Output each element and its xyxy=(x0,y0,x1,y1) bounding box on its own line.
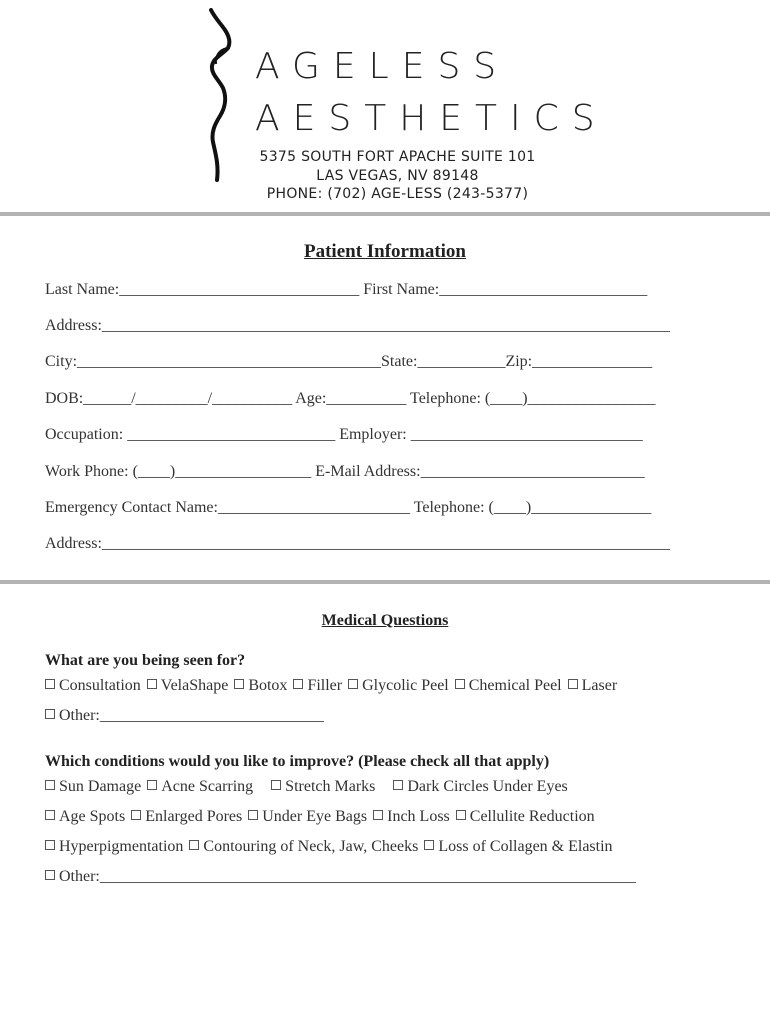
checkbox-icon[interactable] xyxy=(373,810,383,820)
checkbox-icon[interactable] xyxy=(234,679,244,689)
divider-middle xyxy=(0,580,770,584)
option-dark-circles[interactable]: Dark Circles Under Eyes xyxy=(393,778,567,796)
option-under-eye-bags[interactable]: Under Eye Bags xyxy=(248,808,367,826)
checkbox-icon[interactable] xyxy=(568,679,578,689)
checkbox-icon[interactable] xyxy=(456,810,466,820)
checkbox-icon[interactable] xyxy=(45,870,55,880)
clinic-logo xyxy=(205,8,608,203)
divider-top xyxy=(0,212,770,216)
other-condition-field[interactable]: Other:___________________________________________________________________ xyxy=(59,868,636,885)
checkbox-icon[interactable] xyxy=(293,679,303,689)
clinic-city-address: LAS VEGAS, NV 89148 xyxy=(316,168,479,184)
conditions-row-1 xyxy=(45,778,574,796)
checkbox-icon[interactable] xyxy=(147,780,157,790)
checkbox-icon[interactable] xyxy=(424,840,434,850)
option-glycolic-peel[interactable]: Glycolic Peel xyxy=(348,677,449,695)
logo-text-ageless: AGELESS xyxy=(255,46,510,87)
question-conditions: Which conditions would you like to improve? (Please check all that apply) xyxy=(45,753,550,770)
address-field-line[interactable]: Address:_______________________________________________________________________ xyxy=(45,317,670,334)
option-chemical-peel[interactable]: Chemical Peel xyxy=(455,677,562,695)
checkbox-icon[interactable] xyxy=(45,780,55,790)
option-velashape[interactable]: VelaShape xyxy=(147,677,229,695)
option-inch-loss[interactable]: Inch Loss xyxy=(373,808,450,826)
other-reason-field[interactable]: Other:____________________________ xyxy=(59,707,324,724)
clinic-street-address: 5375 SOUTH FORT APACHE SUITE 101 xyxy=(259,149,536,165)
checkbox-icon[interactable] xyxy=(147,679,157,689)
clinic-phone: PHONE: (702) AGE-LESS (243-5377) xyxy=(266,186,529,202)
option-filler[interactable]: Filler xyxy=(293,677,342,695)
checkbox-icon[interactable] xyxy=(45,840,55,850)
option-loss-of-collagen[interactable]: Loss of Collagen & Elastin xyxy=(424,838,612,856)
option-contouring[interactable]: Contouring of Neck, Jaw, Cheeks xyxy=(189,838,418,856)
option-cellulite-reduction[interactable]: Cellulite Reduction xyxy=(456,808,595,826)
checkbox-icon[interactable] xyxy=(45,679,55,689)
option-sun-damage[interactable]: Sun Damage xyxy=(45,778,141,796)
dob-age-telephone-field-line[interactable]: DOB:______/_________/__________ Age:__________ Telephone: (____)________________ xyxy=(45,390,656,407)
checkbox-icon[interactable] xyxy=(131,810,141,820)
option-acne-scarring[interactable]: Acne Scarring xyxy=(147,778,253,796)
option-age-spots[interactable]: Age Spots xyxy=(45,808,125,826)
conditions-row-3 xyxy=(45,838,619,856)
checkbox-icon[interactable] xyxy=(45,709,55,719)
option-stretch-marks[interactable]: Stretch Marks xyxy=(271,778,375,796)
medical-questions-title: Medical Questions xyxy=(321,612,449,629)
option-botox[interactable]: Botox xyxy=(234,677,287,695)
checkbox-icon[interactable] xyxy=(455,679,465,689)
checkbox-icon[interactable] xyxy=(189,840,199,850)
emergency-contact-field-line[interactable]: Emergency Contact Name:________________________ Telephone: (____)_______________ xyxy=(45,499,652,516)
conditions-row-2 xyxy=(45,808,601,826)
name-field-line[interactable]: Last Name:______________________________ First Name:__________________________ xyxy=(45,281,648,298)
work-phone-email-field-line[interactable]: Work Phone: (____)_________________ E-Mail Address:____________________________ xyxy=(45,463,645,480)
patient-information-title: Patient Information xyxy=(303,241,466,262)
logo-text-aesthetics: AESTHETICS xyxy=(255,98,608,139)
option-hyperpigmentation[interactable]: Hyperpigmentation xyxy=(45,838,183,856)
visit-reason-other[interactable] xyxy=(45,707,324,725)
occupation-employer-field-line[interactable]: Occupation: __________________________ Employer: _____________________________ xyxy=(45,426,643,443)
option-consultation[interactable]: Consultation xyxy=(45,677,141,695)
question-reason-for-visit: What are you being seen for? xyxy=(45,652,246,669)
checkbox-icon[interactable] xyxy=(348,679,358,689)
checkbox-icon[interactable] xyxy=(271,780,281,790)
checkbox-icon[interactable] xyxy=(45,810,55,820)
conditions-other[interactable] xyxy=(45,868,636,886)
visit-reason-options xyxy=(45,677,623,695)
emergency-address-field-line[interactable]: Address:_______________________________________________________________________ xyxy=(45,535,670,552)
checkbox-icon[interactable] xyxy=(393,780,403,790)
option-laser[interactable]: Laser xyxy=(568,677,618,695)
option-enlarged-pores[interactable]: Enlarged Pores xyxy=(131,808,242,826)
checkbox-icon[interactable] xyxy=(248,810,258,820)
city-state-zip-field-line[interactable]: City:______________________________________State:___________Zip:_______________ xyxy=(45,353,653,370)
